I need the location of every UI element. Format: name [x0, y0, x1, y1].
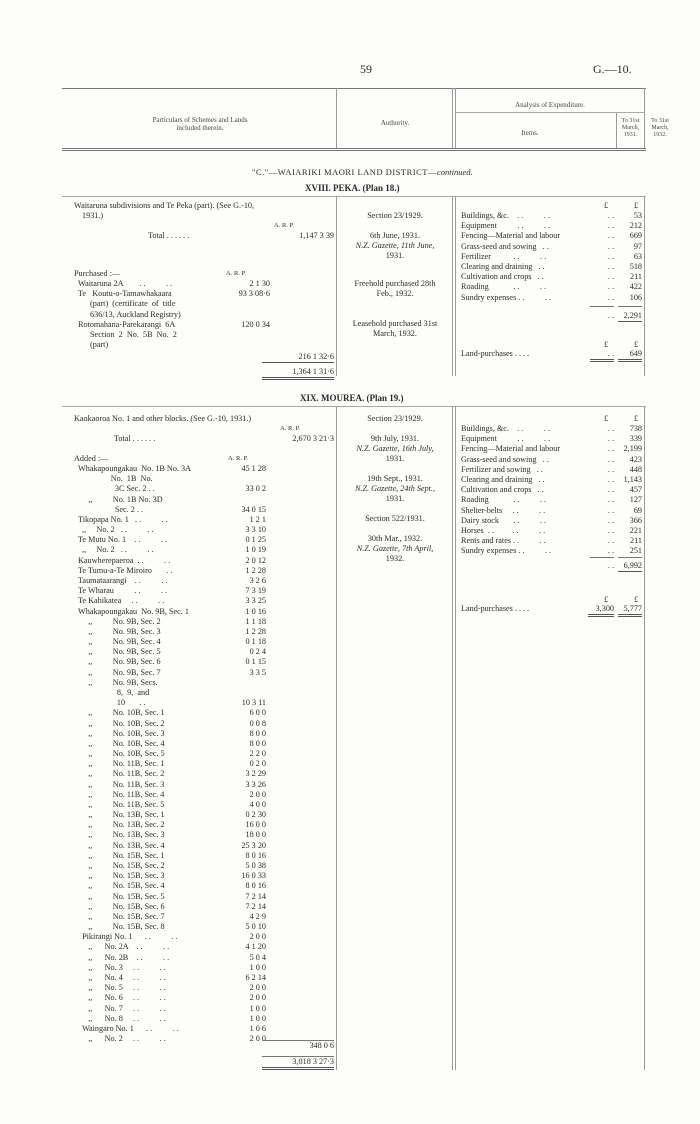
expenditure-1931: . .: [607, 526, 614, 535]
peka-arp-header: A. R. P.: [274, 222, 295, 229]
col-divider: [452, 406, 453, 1070]
land-area: 0 2 4: [249, 647, 266, 657]
land-name: ,, No. 10B, Sec. 3: [78, 728, 165, 738]
land-area: 93 3 08·6: [238, 289, 270, 299]
land-name: ,, No. 11B, Sec. 5: [78, 799, 165, 809]
land-area: 4 1 20: [245, 942, 266, 952]
peka-grand-total: 1,364 1 31·6: [262, 367, 334, 380]
land-name: (part) (certificate of title: [90, 299, 176, 309]
mourea-total: 2,670 3 21·3: [292, 434, 334, 443]
mourea-land-purchases-label: Land-purchases . . . .: [461, 604, 530, 613]
peka-total-label: Total . . . . . .: [148, 231, 190, 240]
authority-line: 1931.: [385, 454, 405, 463]
land-name: ,, No. 15B, Sec. 5: [78, 891, 165, 901]
col-divider: [616, 112, 617, 148]
expenditure-1932: 53: [633, 211, 642, 220]
expenditure-1932: 211: [630, 272, 642, 282]
authority-line: Section 23/1929.: [367, 211, 423, 220]
peka-land-purchases-1931: . .: [590, 349, 614, 362]
land-name: 3C Sec. 2 . .: [78, 484, 155, 494]
land-area: 1 0 0: [249, 962, 266, 972]
land-area: 16 0 33: [241, 871, 266, 881]
land-area: 8 0 16: [245, 850, 266, 860]
col-to-1932: To 31st March, 1932.: [651, 118, 669, 138]
land-name: Taumataarangi . . . .: [78, 575, 168, 585]
mourea-grand-total: 3,018 3 27·3: [262, 1056, 334, 1070]
header-top-rule: [62, 88, 646, 89]
land-name: ,, No. 2 . . . .: [78, 525, 154, 535]
expenditure-1932: 738: [629, 424, 642, 433]
mourea-exp-subtotal-1931: . .: [590, 557, 614, 571]
land-area: 3 2 29: [245, 769, 266, 779]
expenditure-1932: 221: [629, 526, 642, 535]
district-title: [252, 167, 473, 177]
land-area: 4 2 9: [249, 911, 266, 921]
authority-line: 9th July, 1931.: [370, 434, 420, 443]
col-divider: [644, 406, 645, 1070]
land-name: ,, No. 11B, Sec. 4: [78, 789, 165, 799]
land-area: 5 0 4: [249, 952, 266, 962]
land-area: 10 3 11: [241, 698, 266, 708]
mourea-land-purchases-1931: 3,300: [588, 604, 614, 617]
expenditure-item: Equipment . . . .: [461, 221, 551, 231]
land-name: ,, No. 13B, Sec. 1: [78, 810, 165, 820]
land-name: ,, No. 13B, Sec. 2: [78, 820, 165, 830]
land-area: 0 1 18: [245, 637, 266, 647]
land-area: 6 0 0: [249, 708, 266, 718]
land-name: No. 1B No.: [78, 474, 153, 484]
mourea-arp-header: A. R. P.: [280, 425, 301, 432]
authority-line: Section 522/1931.: [365, 514, 425, 523]
expenditure-item: Grass-seed and sowing . .: [461, 454, 549, 464]
expenditure-item: Clearing and draining . .: [461, 475, 545, 484]
land-name: Whakapoungakau No. 9B, Sec. 1: [78, 606, 189, 616]
peka-pound-1931-b: £: [604, 340, 609, 349]
land-area: 6 2 14: [245, 973, 266, 982]
land-area: 2 0 12: [245, 555, 266, 565]
land-name: ,, No. 2B . . . .: [78, 952, 170, 962]
authority-line: 6th June, 1931.: [369, 231, 421, 240]
header-bottom-rule: [62, 148, 646, 151]
land-area: 1 0 0: [249, 1013, 266, 1023]
expenditure-1932: 69: [633, 505, 642, 515]
document-reference: G.—10.: [593, 62, 632, 76]
land-name: Te Kahikatea . . . .: [78, 596, 165, 606]
land-name: Te Wharau . . . .: [78, 586, 168, 596]
expenditure-1932: 366: [629, 515, 642, 525]
authority-line: Section 23/1929.: [367, 414, 423, 423]
section-rule: [62, 406, 646, 407]
land-name: Waingaro No. 1 . . . .: [78, 1023, 179, 1033]
land-area: 8 0 16: [245, 881, 266, 891]
expenditure-1931: . .: [607, 454, 614, 464]
expenditure-1931: . .: [607, 475, 614, 484]
peka-exp-subtotal-1932: 2,291: [618, 306, 642, 322]
expenditure-1931: . .: [607, 282, 614, 292]
section-rule: [62, 196, 646, 197]
land-name: ,, No. 6 . . . .: [78, 993, 166, 1003]
land-name: Kauwherepaeroa . . . .: [78, 555, 171, 565]
land-area: 2 1 30: [249, 279, 270, 288]
land-name: ,, No. 15B, Sec. 1: [78, 850, 165, 860]
expenditure-item: Cultivation and crops . .: [461, 272, 544, 282]
land-area: 3 3 5: [249, 667, 266, 677]
expenditure-1932: 457: [629, 485, 642, 495]
land-name: ,, No. 9B, Sec. 5: [78, 647, 161, 657]
peka-exp-subtotal-1931: . .: [590, 306, 614, 321]
land-name: ,, No. 15B, Sec. 6: [78, 901, 165, 911]
peka-intro: Waitaruna subdivisions and Te Peka (part). (See G.-10,: [74, 201, 255, 210]
peka-subtotal: 216 1 32·6: [262, 352, 334, 363]
header-sub-rule: [455, 112, 645, 113]
col-particulars: Particulars of Schemes and Lands included therein.: [152, 116, 248, 132]
expenditure-item: Fencing—Material and labour: [461, 444, 561, 454]
land-name: ,, No. 10B, Sec. 5: [78, 749, 165, 759]
district-title-text: "C."—WAIARIKI MAORI LAND DISTRICT—: [252, 167, 437, 177]
expenditure-item: Rents and rates . . . .: [461, 536, 546, 546]
land-area: 3 3 26: [245, 779, 266, 789]
land-area: 1 0 19: [245, 545, 266, 555]
authority-line: 1932.: [385, 554, 405, 563]
expenditure-1932: 2,199: [623, 444, 642, 454]
land-name: ,, No. 15B, Sec. 7: [78, 911, 165, 921]
mourea-intro: Kaokaoroa No. 1 and other blocks. (See G.-10, 1931.): [74, 414, 252, 423]
col-to-1931: To 31st March, 1931.: [621, 118, 640, 138]
expenditure-1931: . .: [607, 536, 614, 546]
expenditure-1931: . .: [607, 272, 614, 282]
section-heading-peka: XVIII. PEKA. (Plan 18.): [305, 183, 400, 193]
land-name: ,, No. 11B, Sec. 3: [78, 779, 165, 789]
land-name: ,, No. 10B, Sec. 4: [78, 738, 165, 748]
authority-line: N.Z. Gazette, 7th April,: [356, 544, 434, 553]
land-area: 3 3 25: [245, 596, 266, 606]
land-area: 2 0 0: [249, 789, 266, 799]
land-area: 2 0 0: [249, 1034, 266, 1044]
land-name: ,, No. 9B, Secs.: [78, 677, 158, 687]
land-name: ,, No. 11B, Sec. 2: [78, 769, 165, 779]
land-area: 3 3 10: [245, 525, 266, 535]
land-area: 3 2 6: [249, 575, 266, 585]
land-area: 2 0 0: [249, 993, 266, 1003]
land-name: ,, No. 10B, Sec. 1: [78, 708, 165, 718]
expenditure-item: Grass-seed and sowing . .: [461, 241, 549, 251]
expenditure-1931: . .: [607, 424, 614, 433]
land-name: Whakapoungakau No. 1B No. 3A: [78, 464, 192, 473]
peka-land-purchases-label: Land-purchases . . . .: [461, 349, 530, 358]
land-area: 1 2 28: [245, 626, 266, 636]
land-name: ,, No. 13B, Sec. 3: [78, 830, 165, 840]
expenditure-1932: 212: [629, 221, 642, 231]
land-area: 2 2 0: [249, 749, 266, 759]
authority-line: Leasehold purchased 31st: [352, 319, 438, 328]
mourea-added-label: Added :—: [74, 454, 109, 463]
expenditure-1932: 251: [629, 546, 642, 556]
mourea-land-purchases-1932: 5,777: [618, 604, 642, 617]
mourea-exp-subtotal-1932: 6,992: [618, 557, 642, 572]
land-name: Sec. 2 . .: [78, 504, 144, 514]
land-name: Te Tumu-a-Te Miroiro . .: [78, 565, 173, 575]
peka-intro-ref: 1931.): [82, 211, 104, 220]
land-area: 0 2 0: [249, 759, 266, 769]
expenditure-1932: 1,143: [623, 475, 642, 484]
col-authority: Authority.: [380, 119, 410, 127]
expenditure-1931: . .: [607, 241, 614, 251]
land-name: 636/13, Auckland Registry): [90, 309, 181, 319]
col-divider: [455, 88, 456, 148]
mourea-arp-header-2: A. R. P.: [228, 455, 249, 462]
land-area: 1 2 28: [245, 565, 266, 575]
land-area: 0 1 15: [245, 657, 266, 667]
peka-purchased-label: Purchased :—: [74, 269, 121, 278]
expenditure-1931: . .: [607, 515, 614, 525]
land-name: ,, No. 9B, Sec. 2: [78, 616, 161, 626]
col-divider: [336, 196, 337, 376]
land-name: Tikopapa No. 1 . . . .: [78, 514, 168, 524]
land-name: ,, No. 7 . . . .: [78, 1003, 166, 1013]
expenditure-1932: 422: [629, 282, 642, 292]
land-name: ,, No. 15B, Sec. 3: [78, 871, 165, 881]
land-name: ,, No. 9B, Sec. 6: [78, 657, 161, 667]
mourea-subtotal: 348 0 6: [262, 1040, 334, 1051]
col-divider: [644, 88, 645, 148]
land-area: 2 0 0: [249, 983, 266, 993]
expenditure-1931: . .: [607, 444, 614, 454]
expenditure-item: Roading . . . .: [461, 282, 547, 292]
expenditure-item: Clearing and draining . .: [461, 262, 545, 271]
land-area: 18 0 0: [245, 830, 266, 840]
land-area: 1 0 6: [249, 1023, 266, 1033]
land-name: Rotomahana-Parekarangi 6A: [78, 319, 176, 329]
land-area: 7 3 19: [245, 586, 266, 596]
authority-line: 19th Sept., 1931.: [367, 474, 423, 483]
land-area: 0 2 30: [245, 810, 266, 820]
land-area: 25 3 20: [241, 840, 266, 850]
expenditure-1931: . .: [607, 221, 614, 231]
land-area: 1 2 1: [249, 514, 266, 524]
col-divider: [452, 196, 453, 376]
expenditure-1931: . .: [607, 505, 614, 515]
land-name: (part): [90, 340, 109, 350]
expenditure-item: Sundry expenses . . . .: [461, 546, 552, 556]
peka-pound-1932: £: [634, 201, 639, 210]
expenditure-1932: 339: [629, 434, 642, 444]
land-name: Te Mutu No. 1 . . . .: [78, 535, 168, 545]
expenditure-item: Fertilizer and sowing . .: [461, 464, 543, 474]
mourea-total-label: Total . . . . . .: [114, 434, 156, 443]
land-name: ,, No. 15B, Sec. 4: [78, 881, 165, 891]
expenditure-item: Fertilizer . . . .: [461, 251, 547, 261]
land-name: 8, 9, and: [78, 687, 150, 697]
expenditure-1932: 423: [629, 454, 642, 464]
land-area: 16 0 0: [245, 820, 266, 830]
expenditure-1931: . .: [607, 231, 614, 241]
expenditure-1932: 106: [629, 292, 642, 302]
col-items: Items.: [521, 129, 539, 137]
expenditure-item: Buildings, &c. . . . .: [461, 211, 550, 220]
expenditure-1931: . .: [607, 292, 614, 302]
peka-pound-1931: £: [604, 201, 609, 210]
expenditure-item: Horses . . . . . .: [461, 526, 546, 535]
land-name: Section 2 No. 5B No. 2: [90, 330, 177, 339]
mourea-pound-1931-b: £: [604, 595, 609, 604]
land-name: ,, No. 2 . . . .: [78, 545, 154, 555]
authority-line: March, 1932.: [373, 329, 417, 338]
expenditure-1932: 448: [629, 464, 642, 474]
land-area: 0 0 8: [249, 718, 266, 728]
land-name: ,, No. 1B No. 3D: [78, 494, 163, 504]
land-name: Waitaruna 2A . . . .: [78, 279, 173, 288]
col-divider: [336, 406, 337, 1070]
land-name: ,, No. 2 . . . .: [78, 1034, 166, 1044]
expenditure-1932: 211: [630, 536, 642, 546]
expenditure-item: Dairy stock . . . .: [461, 515, 547, 525]
expenditure-1932: 63: [633, 251, 642, 261]
authority-line: 30th Mar., 1932.: [367, 534, 423, 543]
land-name: ,, No. 4 . . . .: [78, 973, 166, 982]
mourea-pound-1931: £: [604, 414, 609, 423]
land-name: ,, No. 10B, Sec. 2: [78, 718, 165, 728]
land-area: 45 1 28: [241, 464, 266, 473]
land-name: Te Koutu-o-Tamawhakaara: [78, 289, 172, 299]
peka-land-purchases-1932: 649: [618, 349, 642, 362]
expenditure-item: Sundry expenses . . . .: [461, 292, 552, 302]
expenditure-1931: . .: [607, 251, 614, 261]
land-area: 5 0 38: [245, 861, 266, 871]
land-area: 33 0 2: [245, 484, 266, 494]
land-area: 4 0 0: [249, 799, 266, 809]
land-area: 8 0 0: [249, 738, 266, 748]
expenditure-1931: . .: [607, 262, 614, 271]
land-area: 34 0 15: [241, 504, 266, 514]
land-name: ,, No. 3 . . . .: [78, 962, 166, 972]
col-divider: [455, 196, 456, 376]
land-name: ,, No. 9B, Sec. 7: [78, 667, 161, 677]
expenditure-1931: . .: [607, 495, 614, 505]
col-analysis: Analysis of Expenditure.: [515, 101, 585, 109]
authority-line: 1931.: [385, 251, 405, 260]
expenditure-1931: . .: [607, 434, 614, 444]
land-area: 7 2 14: [245, 901, 266, 911]
land-name: ,, No. 15B, Sec. 2: [78, 861, 165, 871]
expenditure-1931: . .: [607, 211, 614, 220]
district-title-continued: continued.: [436, 167, 473, 177]
peka-pound-1932-b: £: [634, 340, 639, 349]
expenditure-item: Cultivation and crops . .: [461, 485, 544, 495]
land-name: ,, No. 5 . . . .: [78, 983, 166, 993]
expenditure-1931: . .: [607, 546, 614, 556]
land-area: 2 0 0: [249, 932, 266, 942]
expenditure-1932: 669: [629, 231, 642, 241]
expenditure-1931: . .: [607, 464, 614, 474]
land-name: ,, No. 11B, Sec. 1: [78, 759, 165, 769]
land-area: 5 0 10: [245, 922, 266, 932]
col-divider: [455, 406, 456, 1070]
land-name: ,, No. 2A . . . .: [78, 942, 170, 952]
land-area: 8 0 0: [249, 728, 266, 738]
expenditure-1932: 97: [633, 241, 642, 251]
land-area: 7 2 14: [245, 891, 266, 901]
expenditure-item: Buildings, &c. . . . .: [461, 424, 550, 433]
expenditure-item: Fencing—Material and labour: [461, 231, 561, 241]
authority-line: Freehold purchased 28th: [354, 279, 436, 288]
land-name: ,, No. 15B, Sec. 8: [78, 922, 165, 932]
authority-line: N.Z. Gazette, 11th June,: [355, 241, 435, 250]
authority-line: 1931.: [385, 494, 405, 503]
mourea-pound-1932-b: £: [634, 595, 639, 604]
expenditure-1931: . .: [607, 485, 614, 495]
expenditure-item: Shelter-belts . . . .: [461, 505, 546, 515]
col-divider: [452, 88, 453, 148]
land-area: 1 1 18: [245, 616, 266, 626]
authority-line: Feb., 1932.: [376, 289, 414, 298]
land-name: ,, No. 9B, Sec. 3: [78, 626, 161, 636]
land-area: 120 0 34: [241, 319, 270, 329]
col-divider: [644, 196, 645, 376]
land-name: 10 . .: [78, 698, 146, 708]
land-area: 1 0 16: [245, 606, 266, 616]
section-heading-mourea: XIX. MOUREA. (Plan 19.): [300, 393, 404, 403]
authority-line: N.Z. Gazette, 16th July,: [356, 444, 434, 453]
expenditure-1932: 518: [629, 262, 642, 271]
expenditure-item: Equipment . . . .: [461, 434, 551, 444]
peka-arp-header-2: A. R. P.: [226, 270, 247, 277]
expenditure-1932: 127: [629, 495, 642, 505]
land-name: ,, No. 13B, Sec. 4: [78, 840, 165, 850]
expenditure-item: Roading . . . .: [461, 495, 547, 505]
page-number: 59: [360, 62, 372, 76]
land-name: ,, No. 9B, Sec. 4: [78, 637, 161, 647]
col-divider: [336, 88, 337, 148]
land-area: 1 0 0: [249, 1003, 266, 1013]
land-name: Pikirangi No. 1 . . . .: [78, 932, 178, 942]
peka-total: 1,147 3 39: [299, 231, 334, 240]
mourea-pound-1932: £: [634, 414, 639, 423]
land-area: 0 1 25: [245, 535, 266, 545]
land-name: ,, No. 8 . . . .: [78, 1013, 166, 1023]
authority-line: N.Z. Gazette, 24th Sept.,: [354, 484, 436, 493]
